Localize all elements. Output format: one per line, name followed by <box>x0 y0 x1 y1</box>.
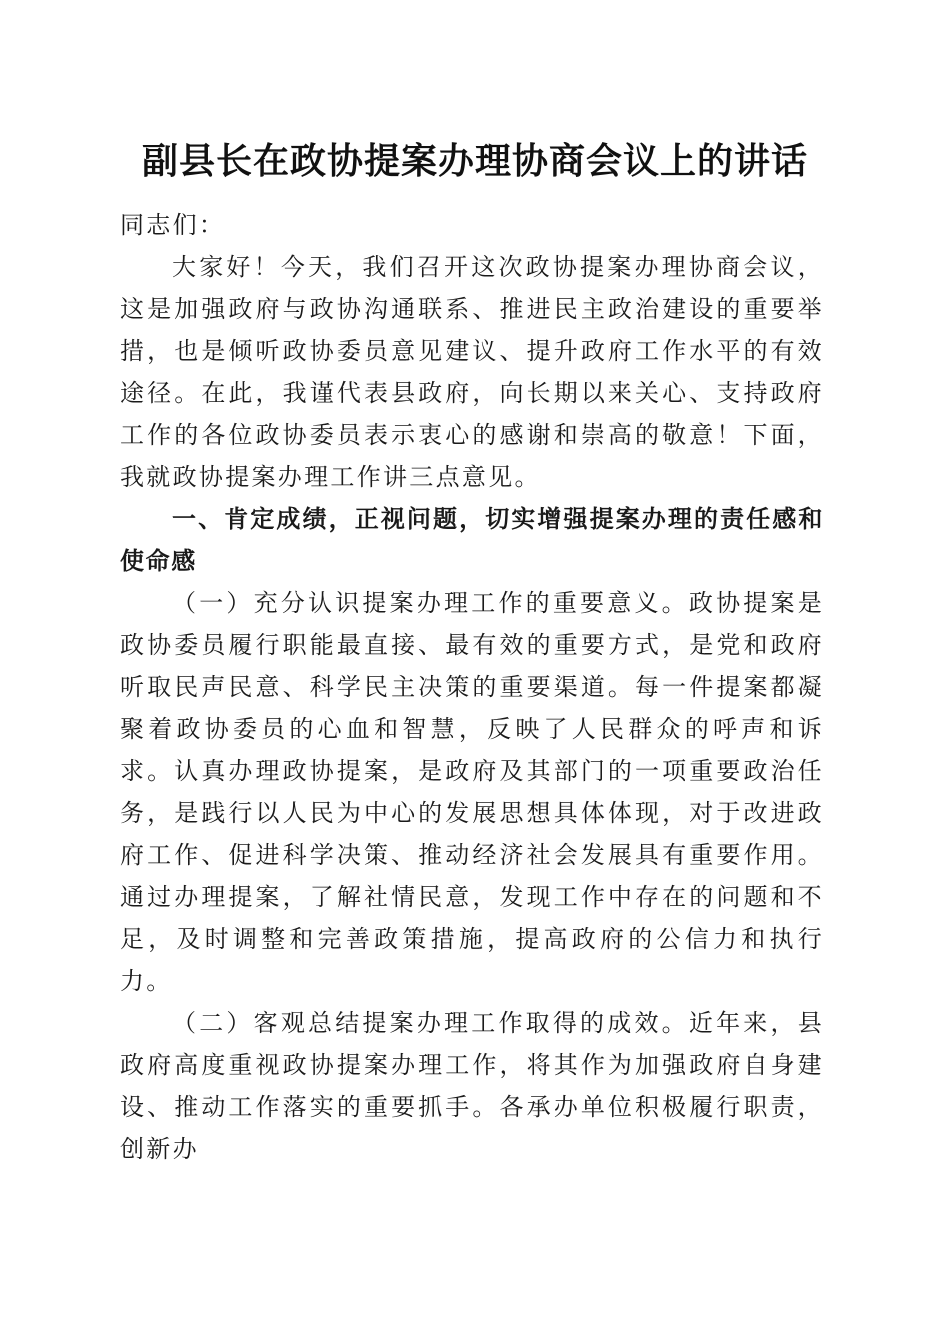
section-1-1-lead: （一）充分认识提案办理工作的重要意义。 <box>172 589 689 617</box>
section-1-2-body: 近年来，县政府高度重视政协提案办理工作，将其作为加强政府自身建设、推动工作落实的重要抓手。各承办单位积极履行职责，创新办 <box>120 1009 825 1163</box>
intro-paragraph: 大家好！今天，我们召开这次政协提案办理协商会议，这是加强政府与政协沟通联系、推进民主政治建设的重要举措，也是倾听政协委员意见建议、提升政府工作水平的有效途径。在此，我谨代表县政府，向长期以来关心、支持政府工作的各位政协委员表示衷心的感谢和崇高的敬意！下面，我就政协提案办理工作讲三点意见。 <box>120 253 824 491</box>
document-body <box>120 204 824 1170</box>
document-title: 副县长在政协提案办理协商会议上的讲话 <box>141 140 808 182</box>
section-1-2-paragraph <box>120 1002 824 1170</box>
section-1-2-lead: （二）客观总结提案办理工作取得的成效。 <box>172 1009 689 1037</box>
salutation: 同志们： <box>120 211 226 239</box>
section-1-1-paragraph <box>120 582 824 1002</box>
section-heading-1: 一、肯定成绩，正视问题，切实增强提案办理的责任感和使命感 <box>120 505 824 575</box>
section-1-1-body: 政协提案是政协委员履行职能最直接、最有效的重要方式，是党和政府听取民声民意、科学民主决策的重要渠道。每一件提案都凝聚着政协委员的心血和智慧，反映了人民群众的呼声和诉求。认真办理政协提案，是政府及其部门的一项重要政治任务，是践行以人民为中心的发展思想具体体现，对于改进政府工作、促进科学决策、推动经济社会发展具有重要作用。通过办理提案，了解社情民意，发现工作中存在的问题和不足，及时调整和完善政策措施，提高政府的公信力和执行力。 <box>120 589 825 995</box>
